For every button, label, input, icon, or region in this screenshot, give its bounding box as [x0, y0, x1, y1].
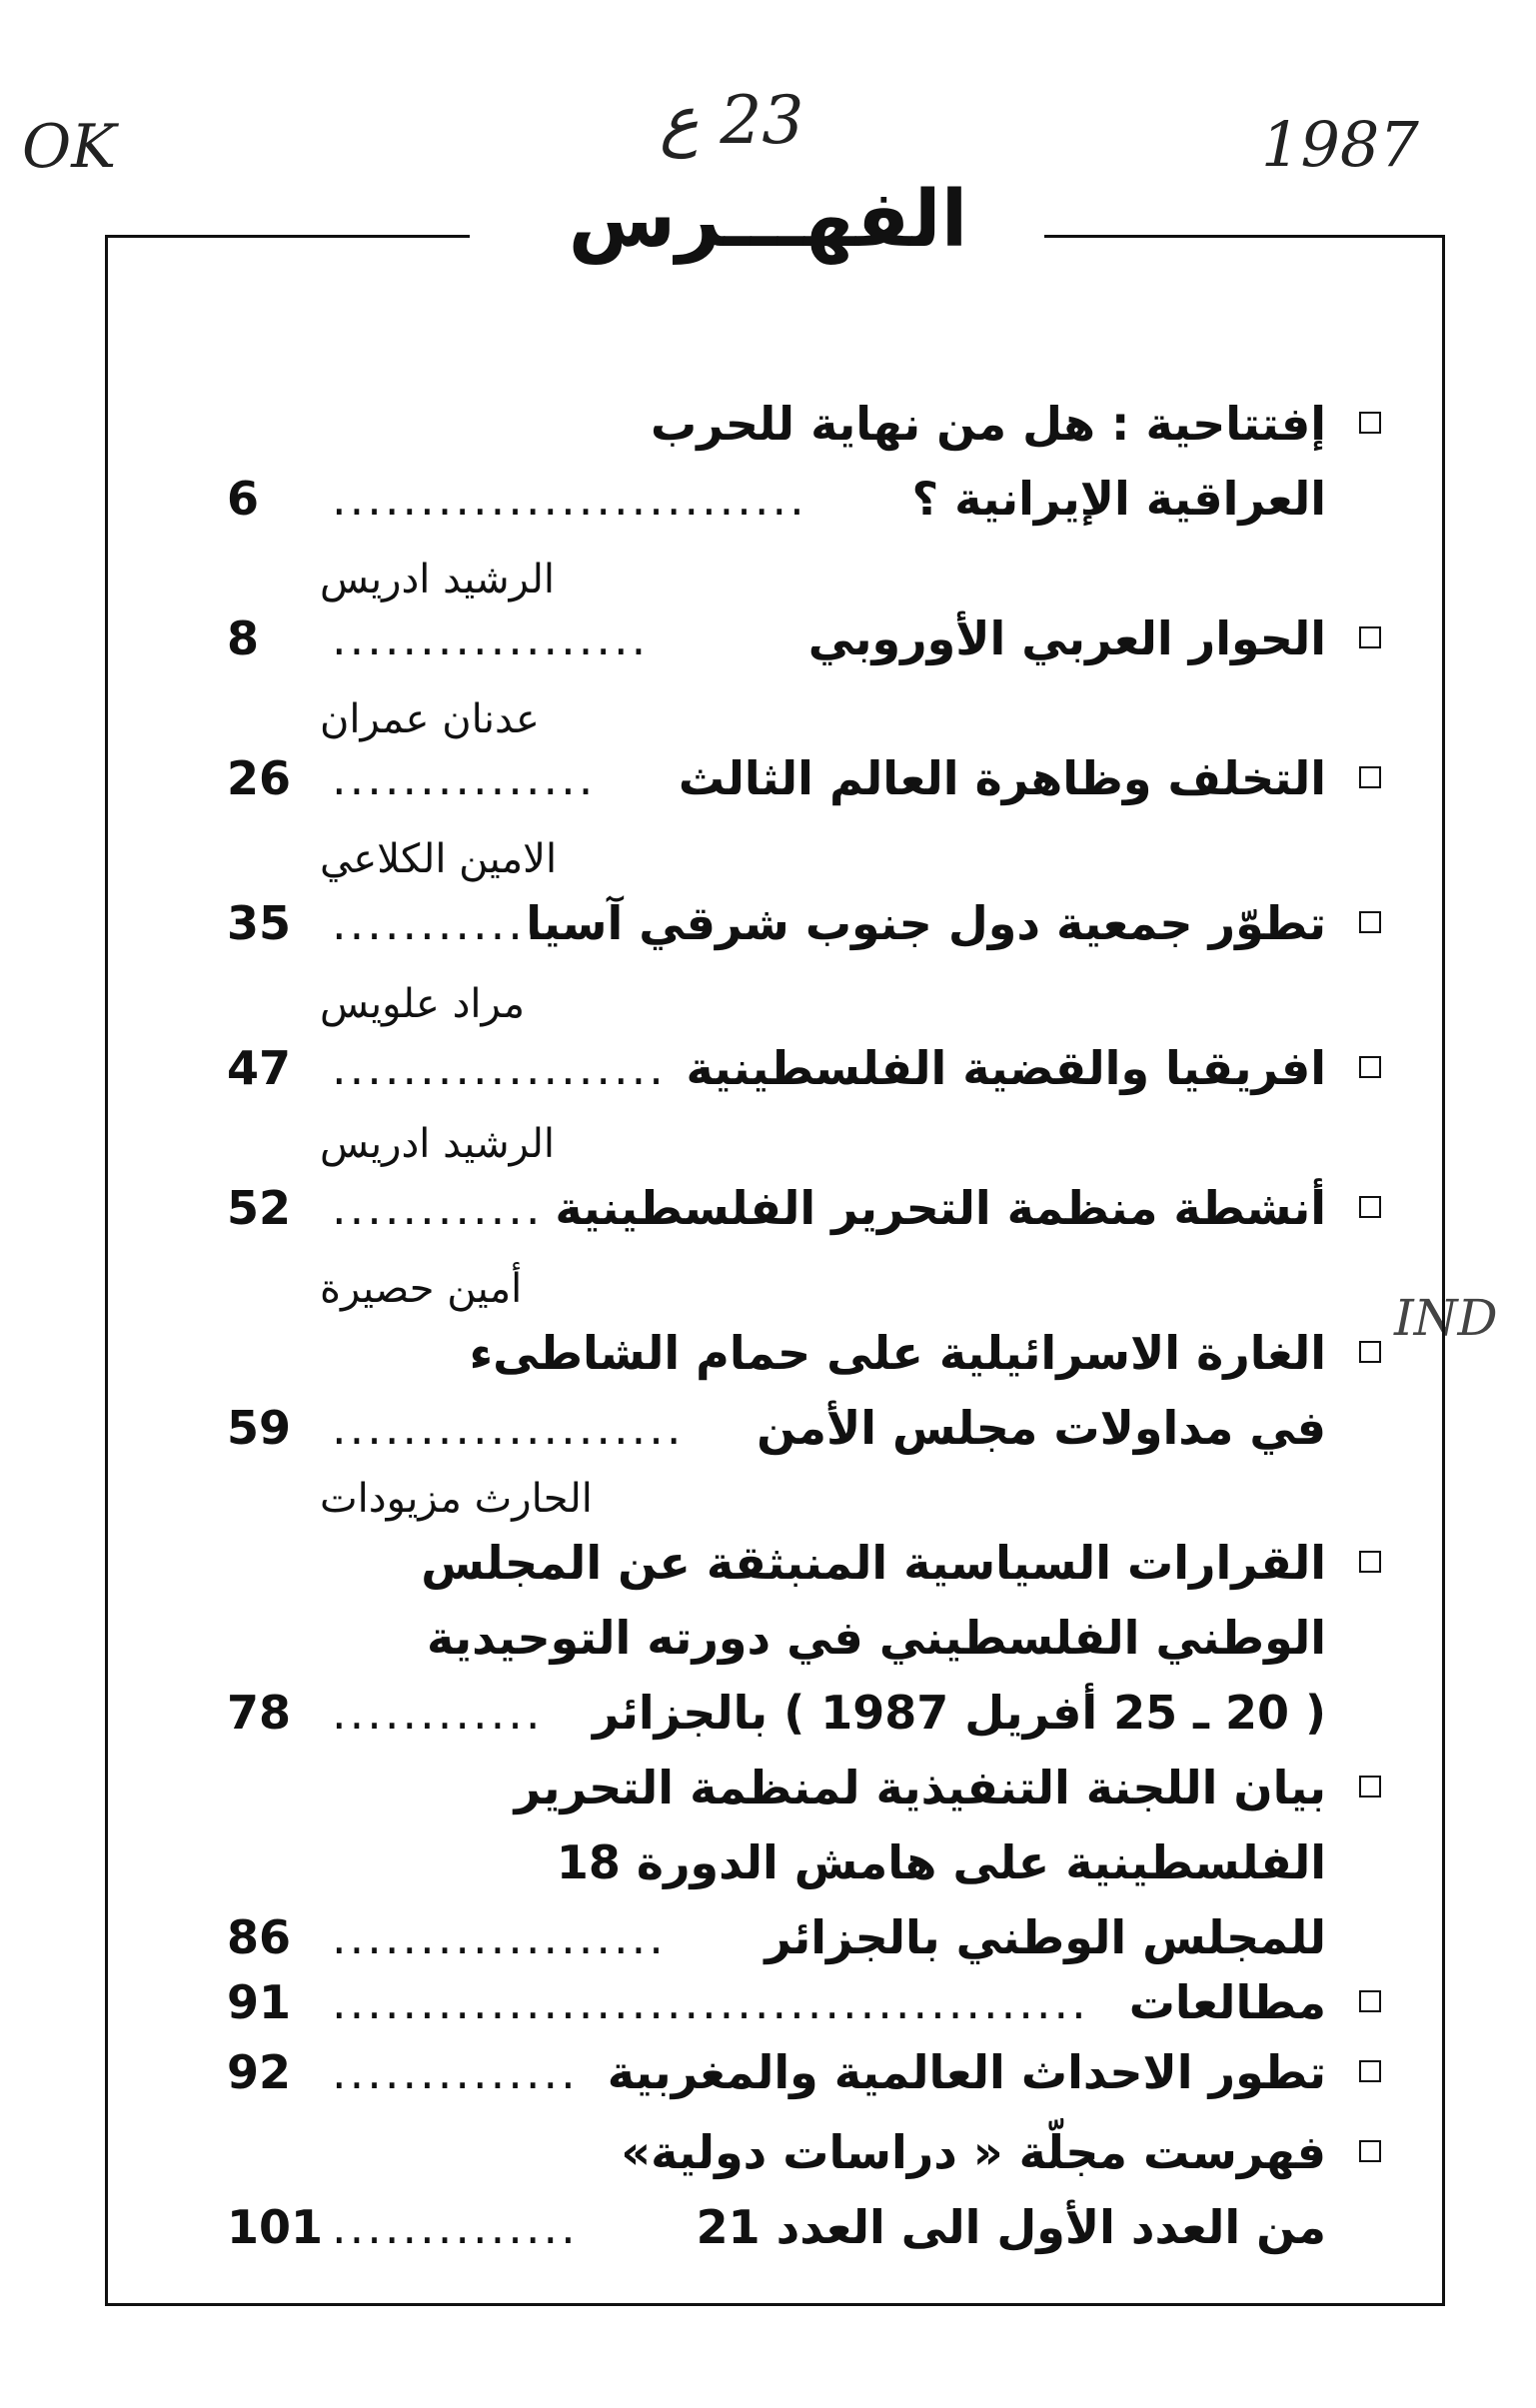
entry-author: الحارث مزيودات — [320, 1476, 593, 1522]
page-number: 101 — [227, 2200, 324, 2254]
dot-leader: .............. — [332, 2045, 579, 2099]
page-number: 35 — [227, 896, 292, 950]
toc-entry-line — [227, 1604, 1326, 1672]
dot-leader: ............ — [332, 1181, 544, 1235]
toc-entry-line — [227, 390, 1326, 458]
entry-title: ( 20 ـ 25 أفريل 1987 ) بالجزائر — [592, 1686, 1326, 1740]
page-number: 91 — [227, 1975, 292, 2029]
entry-title: أنشطة منظمة التحرير الفلسطينية — [555, 1181, 1326, 1235]
entry-title: القرارات السياسية المنبثقة عن المجلس — [421, 1536, 1326, 1590]
dot-leader: ............ — [332, 1686, 544, 1740]
toc-entry-line — [227, 744, 1326, 812]
handwritten-margin-note: IND — [1394, 1289, 1498, 1347]
frame-top-right-rule — [1044, 235, 1442, 238]
toc-entry-line — [227, 1394, 1326, 1462]
toc-entry-line — [227, 1903, 1326, 1971]
entry-author: عدنان عمران — [320, 696, 540, 742]
entry-title: مطالعات — [1128, 1975, 1326, 2029]
page-number: 92 — [227, 2045, 292, 2099]
dot-leader: .................. — [332, 611, 650, 665]
entry-title: إفتتاحية : هل من نهاية للحرب — [651, 397, 1326, 451]
handwritten-ok: OK — [22, 112, 117, 182]
page-number: 8 — [227, 611, 260, 665]
page-number: 59 — [227, 1401, 292, 1455]
dot-leader: ........................................... — [332, 1975, 1089, 2029]
entry-checkbox — [1359, 1990, 1381, 2012]
page-number: 78 — [227, 1686, 292, 1740]
toc-entry-line — [227, 604, 1326, 672]
dot-leader: ................... — [332, 1041, 667, 1095]
page-number: 6 — [227, 472, 260, 526]
page-number: 26 — [227, 751, 292, 805]
entry-checkbox — [1359, 1196, 1381, 1218]
handwritten-number: 23 ع — [660, 82, 804, 159]
entry-title: الحوار العربي الأوروبي — [807, 611, 1326, 665]
entry-title: التخلف وظاهرة العالم الثالث — [678, 751, 1326, 805]
entry-checkbox — [1359, 1551, 1381, 1573]
entry-checkbox — [1359, 626, 1381, 648]
entry-title: افريقيا والقضية الفلسطينية — [686, 1041, 1326, 1095]
page-title: الفهـــرس — [568, 175, 968, 265]
entry-author: أمين حصيرة — [320, 1266, 523, 1312]
page-number: 86 — [227, 1910, 292, 1964]
toc-entry-line — [227, 1828, 1326, 1896]
toc-entry-line — [227, 465, 1326, 533]
entry-checkbox — [1359, 412, 1381, 434]
dot-leader: .............. — [332, 2200, 579, 2254]
entry-title: تطوّر جمعية دول جنوب شرقي آسيا — [526, 896, 1326, 950]
toc-entry-line — [227, 1968, 1326, 2036]
entry-title: للمجلس الوطني بالجزائر — [765, 1910, 1326, 1964]
dot-leader: ........................... — [332, 472, 807, 526]
entry-author: الامين الكلاعي — [320, 836, 558, 882]
entry-title: الوطني الفلسطيني في دورته التوحيدية — [426, 1611, 1326, 1665]
entry-title: بيان اللجنة التنفيذية لمنظمة التحرير — [514, 1761, 1326, 1814]
entry-author: الرشيد ادريس — [320, 1121, 556, 1167]
entry-checkbox — [1359, 2060, 1381, 2082]
entry-title: العراقية الإيرانية ؟ — [911, 472, 1326, 526]
entry-checkbox — [1359, 1341, 1381, 1363]
toc-entry-line — [227, 889, 1326, 957]
toc-entry-line — [227, 1679, 1326, 1747]
handwritten-year: 1987 — [1261, 108, 1419, 181]
toc-entry-line — [227, 2193, 1326, 2261]
entry-checkbox — [1359, 911, 1381, 933]
dot-leader: ............... — [332, 751, 597, 805]
toc-entry-line — [227, 2118, 1326, 2186]
entry-title: الغارة الاسرائيلية على حمام الشاطىء — [469, 1326, 1326, 1380]
entry-checkbox — [1359, 1776, 1381, 1798]
frame-top-left-rule — [105, 235, 470, 238]
toc-entry-line — [227, 1529, 1326, 1597]
page-number: 52 — [227, 1181, 292, 1235]
toc-entry-line — [227, 1754, 1326, 1821]
entry-title: فهرست مجلّة « دراسات دولية» — [621, 2125, 1326, 2179]
toc-entry-line — [227, 2038, 1326, 2106]
entry-title: في مداولات مجلس الأمن — [757, 1401, 1326, 1455]
dot-leader: ................... — [332, 1910, 667, 1964]
entry-checkbox — [1359, 1056, 1381, 1078]
toc-entry-line — [227, 1034, 1326, 1102]
page-number: 47 — [227, 1041, 292, 1095]
entry-author: الرشيد ادريس — [320, 557, 556, 602]
toc-entry-line — [227, 1174, 1326, 1242]
entry-checkbox — [1359, 2140, 1381, 2162]
entry-title: من العدد الأول الى العدد 21 — [696, 2200, 1326, 2254]
dot-leader: ............ — [332, 896, 544, 950]
entry-title: تطور الاحداث العالمية والمغربية — [607, 2045, 1326, 2099]
entry-author: مراد علويس — [320, 981, 526, 1027]
entry-title: الفلسطينية على هامش الدورة 18 — [556, 1835, 1326, 1889]
entry-checkbox — [1359, 766, 1381, 788]
toc-entry-line — [227, 1319, 1326, 1387]
dot-leader: .................... — [332, 1401, 685, 1455]
